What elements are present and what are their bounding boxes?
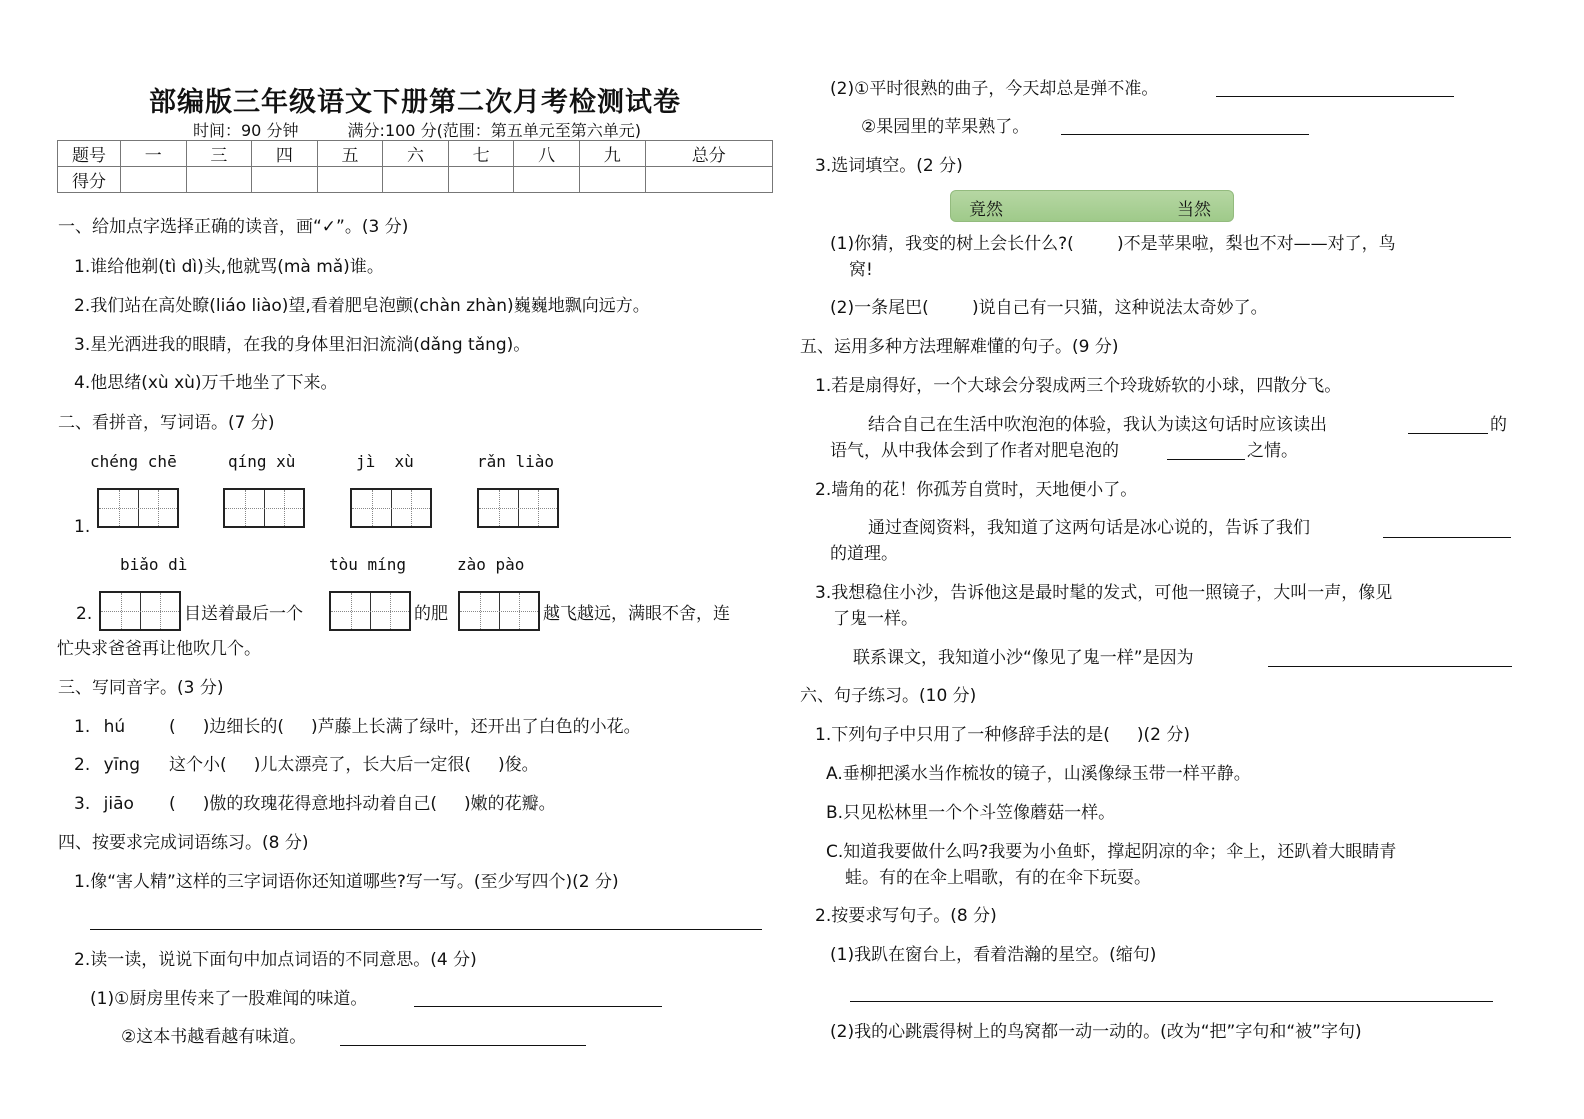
- writing-box[interactable]: [329, 591, 411, 631]
- score-cell[interactable]: [121, 167, 187, 193]
- score-cell[interactable]: [448, 167, 514, 193]
- writing-box[interactable]: [223, 488, 305, 528]
- section1-item: 2.我们站在高处瞭(liáo liào)望,看着肥皂泡颤(chàn zhàn)巍巍地飘向远方。: [74, 296, 650, 316]
- pinyin-label: jì xù: [356, 452, 414, 471]
- section3-heading: 三、写同音字。(3 分): [58, 678, 224, 698]
- score-cell[interactable]: [645, 167, 773, 193]
- score-cell[interactable]: [383, 167, 449, 193]
- option-c: C.知道我要做什么吗?我要为小鱼虾，撑起阴凉的伞；伞上，还趴着大眼睛青: [826, 842, 1397, 862]
- sentence-text: 越飞越远，满眼不舍，连: [543, 604, 730, 624]
- answer-prompt: 联系课文，我知道小沙“像见了鬼一样”是因为: [853, 648, 1194, 668]
- score-header-cell: 五: [317, 141, 383, 167]
- option-c-cont: 蛙。有的在伞上唱歌，有的在伞下玩耍。: [845, 868, 1151, 888]
- word-option: 当然: [1177, 200, 1211, 220]
- score-header-cell: 题号: [58, 141, 121, 167]
- section5-question: 2.墙角的花！你孤芳自赏时，天地便小了。: [815, 480, 1138, 500]
- section6-question: 2.按要求写句子。(8 分): [815, 906, 997, 926]
- answer-prompt: 的: [1490, 415, 1507, 435]
- row-number: 1.: [74, 517, 91, 537]
- score-header-cell: 七: [448, 141, 514, 167]
- section1-item: 4.他思绪(xù xù)万千地坐了下来。: [74, 373, 338, 393]
- item-pinyin: yīng: [103, 755, 140, 775]
- score-header-cell: 一: [121, 141, 187, 167]
- score-table: [57, 140, 773, 193]
- section3-item: [74, 754, 539, 776]
- section2-heading: 二、看拼音，写词语。(7 分): [58, 413, 275, 433]
- item-number: 2.: [74, 755, 91, 775]
- score-header-cell: 九: [579, 141, 645, 167]
- page-title: 部编版三年级语文下册第二次月考检测试卷: [149, 87, 681, 118]
- answer-prompt: 的道理。: [830, 544, 898, 564]
- pinyin-label: rǎn liào: [477, 452, 555, 471]
- score-header-cell: 四: [252, 141, 318, 167]
- option-b: B.只见松林里一个个斗笠像蘑菇一样。: [826, 803, 1116, 823]
- sub-question: (2)我的心跳震得树上的鸟窝都一动一动的。(改为“把”字句和“被”字句): [830, 1022, 1362, 1042]
- exam-time: 时间：90 分钟: [193, 121, 299, 140]
- exam-info: [193, 118, 685, 141]
- section3-item: [74, 716, 641, 738]
- section4-question: 2.读一读，说说下面句中加点词语的不同意思。(4 分): [74, 950, 477, 970]
- item-text: 这个小( )儿太漂亮了，长大后一定很( )俊。: [169, 755, 539, 775]
- sub-question: (1)我趴在窗台上，看着浩瀚的星空。(缩句): [830, 945, 1157, 965]
- sub-question: (2)一条尾巴( )说自己有一只猫，这种说法太奇妙了。: [830, 298, 1268, 318]
- answer-line[interactable]: [1061, 134, 1309, 135]
- score-cell[interactable]: [186, 167, 252, 193]
- sentence-text: 的肥: [414, 604, 448, 624]
- item-pinyin: jiāo: [103, 794, 134, 814]
- section5-question-cont: 了鬼一样。: [833, 609, 918, 629]
- word-option: 竟然: [969, 200, 1003, 220]
- answer-line[interactable]: [1167, 459, 1245, 460]
- section4-question: 3.选词填空。(2 分): [815, 156, 963, 176]
- sub-question: (1)①厨房里传来了一股难闻的味道。: [90, 989, 368, 1009]
- answer-prompt: 结合自己在生活中吹泡泡的体验，我认为读这句话时应该读出: [868, 415, 1327, 435]
- section1-item: 1.谁给他剃(tì dì)头,他就骂(mà mǎ)谁。: [74, 257, 384, 277]
- section1-heading: 一、给加点字选择正确的读音，画“✓”。(3 分): [58, 217, 409, 237]
- item-number: 1.: [74, 717, 91, 737]
- section4-question: 1.像“害人精”这样的三字词语你还知道哪些?写一写。(至少写四个)(2 分): [74, 872, 619, 892]
- answer-line[interactable]: [414, 1006, 662, 1007]
- sub-question: (1)你猜，我变的树上会长什么?( )不是苹果啦，梨也不对——对了，鸟: [830, 234, 1396, 254]
- word-choice-box: [950, 190, 1234, 222]
- writing-box[interactable]: [99, 591, 181, 631]
- writing-box[interactable]: [458, 591, 540, 631]
- item-pinyin: hú: [103, 717, 126, 737]
- sub-question: (2)①平时很熟的曲子，今天却总是弹不准。: [830, 79, 1159, 99]
- pinyin-label: zào pào: [457, 555, 525, 574]
- score-header-cell: 三: [186, 141, 252, 167]
- answer-line[interactable]: [340, 1045, 586, 1046]
- score-header-cell: 六: [383, 141, 449, 167]
- score-cell[interactable]: [514, 167, 580, 193]
- writing-box[interactable]: [97, 488, 179, 528]
- answer-prompt: 语气，从中我体会到了作者对肥皂泡的: [830, 441, 1119, 461]
- row-number: 2.: [76, 604, 93, 624]
- score-cell[interactable]: [252, 167, 318, 193]
- item-number: 3.: [74, 794, 91, 814]
- sentence-text: 目送着最后一个: [184, 604, 303, 624]
- pinyin-label: qíng xù: [228, 452, 296, 471]
- option-a: A.垂柳把溪水当作梳妆的镜子，山溪像绿玉带一样平静。: [826, 764, 1251, 784]
- pinyin-label: biǎo dì: [120, 555, 188, 574]
- section4-heading: 四、按要求完成词语练习。(8 分): [58, 833, 309, 853]
- writing-box[interactable]: [477, 488, 559, 528]
- section6-heading: 六、句子练习。(10 分): [800, 686, 977, 706]
- answer-prompt: 通过查阅资料，我知道了这两句话是冰心说的，告诉了我们: [868, 518, 1310, 538]
- section6-question: 1.下列句子中只用了一种修辞手法的是( )(2 分): [815, 725, 1190, 745]
- pinyin-label: tòu míng: [329, 555, 407, 574]
- section5-heading: 五、运用多种方法理解难懂的句子。(9 分): [800, 337, 1119, 357]
- answer-line[interactable]: [1383, 537, 1511, 538]
- section1-item: 3.星光洒进我的眼睛，在我的身体里汩汩流淌(dǎng tǎng)。: [74, 335, 531, 355]
- score-header-cell: 八: [514, 141, 580, 167]
- score-table-header-row: [58, 141, 773, 167]
- exam-score-info: 满分:100 分(范围：第五单元至第六单元): [347, 121, 642, 140]
- score-cell[interactable]: [317, 167, 383, 193]
- score-header-cell: 总分: [645, 141, 773, 167]
- sub-question: ②果园里的苹果熟了。: [861, 117, 1030, 137]
- sub-question: ②这本书越看越有味道。: [121, 1027, 307, 1047]
- pinyin-label: chéng chē: [90, 452, 177, 471]
- answer-line[interactable]: [850, 1001, 1493, 1002]
- sub-question-cont: 窝!: [849, 260, 873, 280]
- item-text: ( )傲的玫瑰花得意地抖动着自己( )嫩的花瓣。: [169, 794, 556, 814]
- score-row-label: 得分: [58, 167, 121, 193]
- section5-question: 1.若是扇得好，一个大球会分裂成两三个玲珑娇软的小球，四散分飞。: [815, 376, 1342, 396]
- answer-line[interactable]: [90, 929, 762, 930]
- answer-line[interactable]: [1408, 433, 1488, 434]
- section5-question: 3.我想稳住小沙，告诉他这是最时髦的发式，可他一照镜子，大叫一声，像见: [815, 583, 1393, 603]
- score-cell[interactable]: [579, 167, 645, 193]
- answer-line[interactable]: [1216, 96, 1454, 97]
- item-text: ( )边细长的( )芦藤上长满了绿叶，还开出了白色的小花。: [169, 717, 641, 737]
- sentence-text: 忙央求爸爸再让他吹几个。: [57, 639, 261, 659]
- section3-item: [74, 793, 556, 815]
- writing-box[interactable]: [350, 488, 432, 528]
- answer-line[interactable]: [1268, 666, 1512, 667]
- answer-prompt: 之情。: [1247, 441, 1298, 461]
- score-table-score-row: [58, 167, 773, 193]
